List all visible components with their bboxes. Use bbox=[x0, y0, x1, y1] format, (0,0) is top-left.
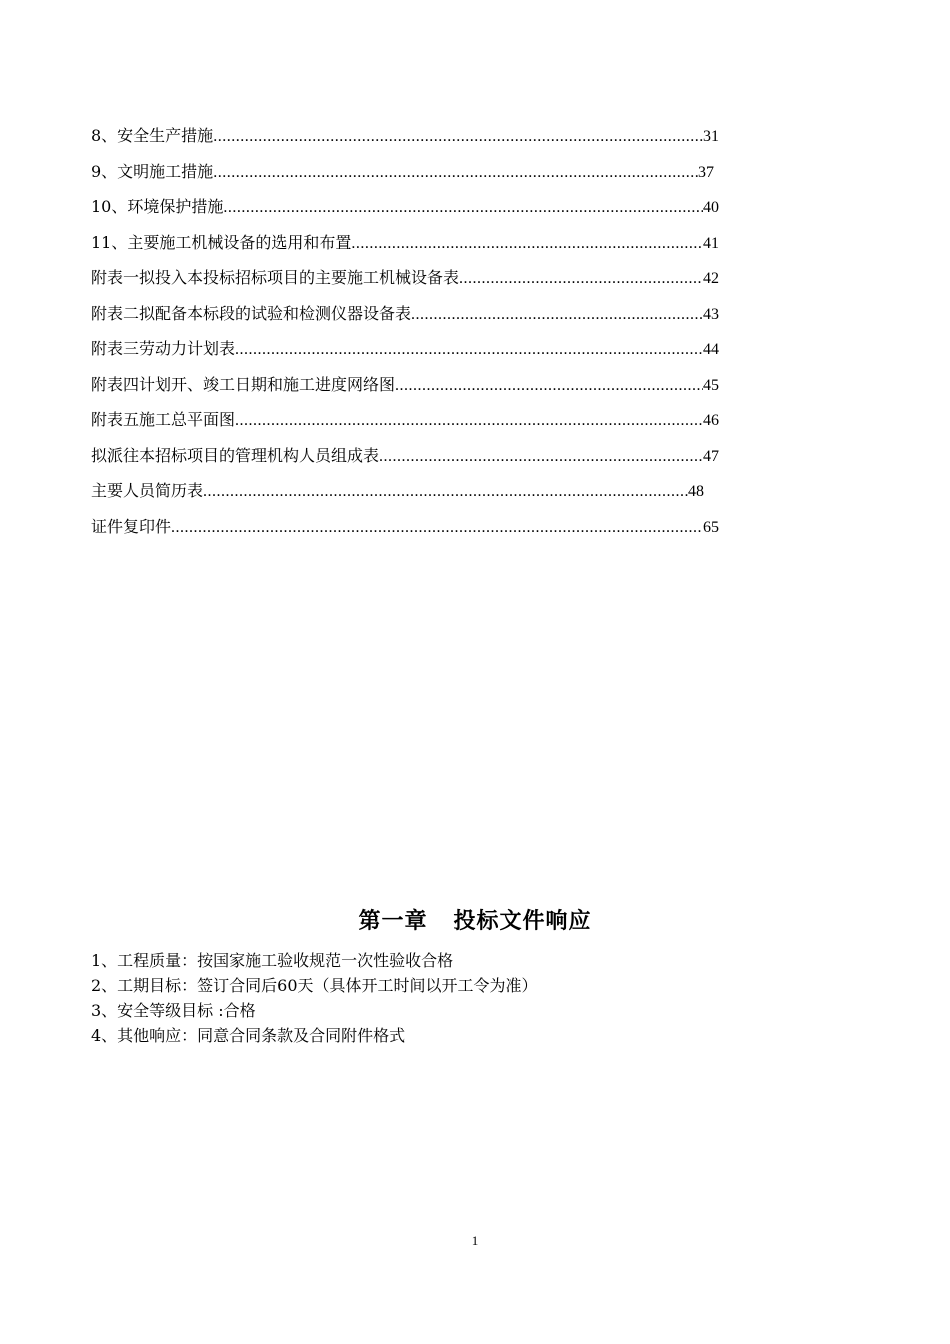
toc-entry-page: 42 bbox=[703, 270, 719, 287]
toc-leader-dots bbox=[213, 125, 703, 149]
toc-entry[interactable] bbox=[91, 515, 719, 551]
toc-entry[interactable] bbox=[91, 337, 719, 373]
toc-entry-page: 31 bbox=[703, 128, 719, 145]
chapter-number: 第一章 bbox=[358, 908, 428, 934]
toc-entry-page: 47 bbox=[703, 447, 719, 465]
response-item: 2、工期目标：签订合同后60天（具体开工时间以开工令为准） bbox=[91, 976, 538, 995]
toc-leader-dots bbox=[379, 445, 703, 469]
toc-entry[interactable] bbox=[91, 302, 719, 338]
response-item: 1、工程质量：按国家施工验收规范一次性验收合格 bbox=[91, 951, 454, 970]
response-item: 4、其他响应：同意合同条款及合同附件格式 bbox=[91, 1026, 406, 1045]
toc-entry-label: 附表五施工总平面图 bbox=[91, 410, 236, 429]
toc-entry[interactable] bbox=[91, 160, 714, 196]
toc-entry-label: 11、主要施工机械设备的选用和布置 bbox=[91, 232, 352, 252]
toc-entry-page: 41 bbox=[703, 234, 719, 252]
toc-entry[interactable] bbox=[91, 408, 719, 444]
toc-entry-page: 43 bbox=[703, 305, 719, 323]
table-of-contents bbox=[91, 124, 719, 550]
toc-entry-page: 37 bbox=[698, 163, 714, 181]
toc-entry[interactable] bbox=[91, 231, 719, 267]
toc-entry-label: 证件复印件 bbox=[91, 516, 172, 536]
toc-leader-dots bbox=[223, 196, 703, 220]
toc-entry-page: 44 bbox=[703, 341, 719, 358]
toc-entry[interactable] bbox=[91, 124, 719, 160]
toc-entry-page: 46 bbox=[703, 412, 719, 429]
toc-leader-dots bbox=[203, 480, 688, 504]
toc-entry[interactable] bbox=[91, 266, 719, 302]
toc-entry-page: 65 bbox=[703, 518, 719, 536]
toc-leader-dots bbox=[235, 409, 703, 433]
toc-entry[interactable] bbox=[91, 373, 719, 409]
toc-entry-label: 8、安全生产措施 bbox=[91, 126, 214, 145]
toc-leader-dots bbox=[395, 374, 703, 398]
toc-entry-label: 附表三劳动力计划表 bbox=[91, 339, 236, 358]
chapter-heading bbox=[0, 904, 950, 935]
toc-entry-label: 附表一拟投入本投标招标项目的主要施工机械设备表 bbox=[91, 268, 460, 287]
toc-entry[interactable] bbox=[91, 444, 719, 480]
response-item: 3、安全等级目标 :合格 bbox=[91, 1001, 256, 1020]
toc-entry-label: 9、文明施工措施 bbox=[91, 161, 214, 181]
toc-leader-dots bbox=[213, 161, 698, 185]
toc-leader-dots bbox=[351, 232, 703, 256]
page-number: 1 bbox=[471, 1233, 479, 1248]
toc-entry-page: 48 bbox=[688, 483, 704, 500]
toc-leader-dots bbox=[459, 267, 703, 291]
toc-entry[interactable] bbox=[91, 479, 704, 515]
toc-entry[interactable] bbox=[91, 195, 719, 231]
toc-entry-page: 45 bbox=[703, 376, 719, 394]
toc-leader-dots bbox=[171, 516, 703, 540]
response-list bbox=[91, 948, 538, 1048]
toc-leader-dots bbox=[411, 303, 703, 327]
toc-entry-label: 附表二拟配备本标段的试验和检测仪器设备表 bbox=[91, 303, 412, 323]
toc-entry-label: 主要人员简历表 bbox=[91, 481, 204, 500]
toc-entry-label: 附表四计划开、竣工日期和施工进度网络图 bbox=[91, 374, 396, 394]
toc-entry-label: 10、环境保护措施 bbox=[91, 197, 224, 216]
toc-entry-page: 40 bbox=[703, 199, 719, 216]
toc-entry-label: 拟派往本招标项目的管理机构人员组成表 bbox=[91, 445, 380, 465]
toc-leader-dots bbox=[235, 338, 703, 362]
chapter-title-text: 投标文件响应 bbox=[453, 908, 592, 934]
